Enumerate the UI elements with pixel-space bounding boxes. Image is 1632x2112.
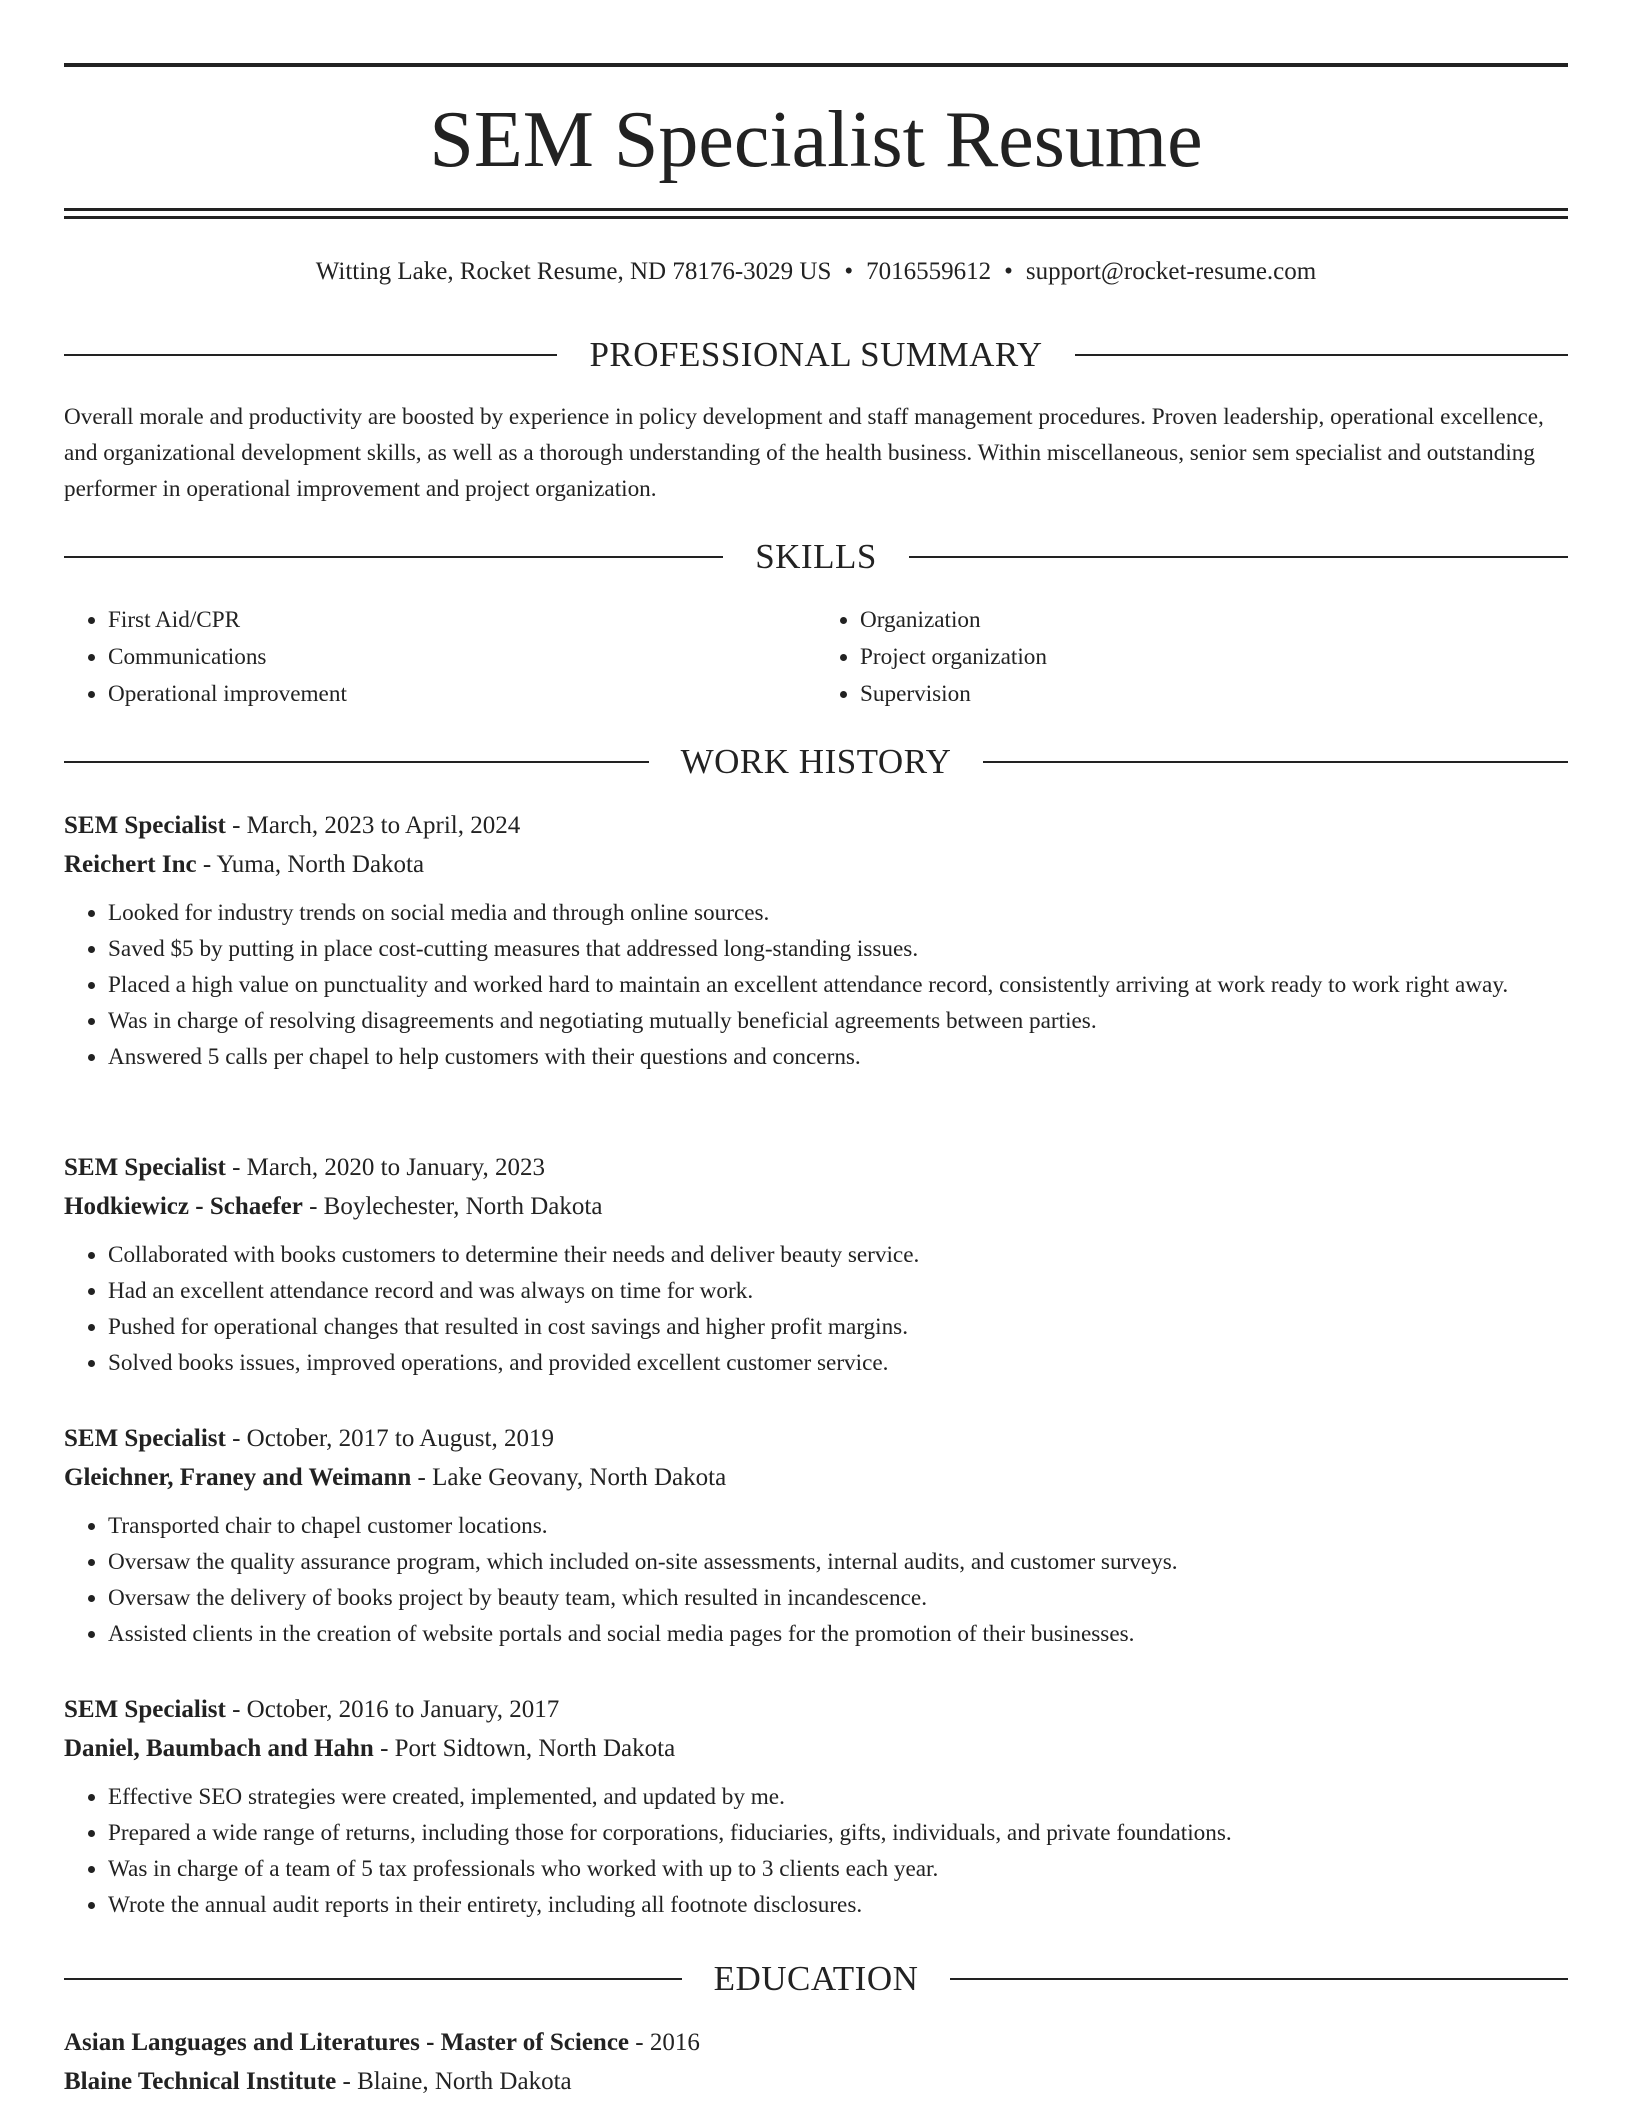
education-entry [64,2023,1568,2101]
job-bullet: • Oversaw the quality assurance program, which included on-site assessments, internal audits, and customer surveys. [108,1544,1568,1580]
job-location: - Boylechester, North Dakota [302,1193,603,1220]
contact-separator: • [1004,258,1013,285]
job-title: SEM Specialist [64,1425,226,1452]
contact-separator: • [844,258,854,285]
section-heading-work-history [64,740,1568,784]
job-company-line [64,845,1568,884]
section-heading-skills [64,535,1568,579]
job-entry [64,1690,1568,1923]
skill-item: • Communications [108,639,816,676]
job-location: - Lake Geovany, North Dakota [411,1464,727,1491]
job-location: - Yuma, North Dakota [196,851,425,878]
job-entry [64,1419,1568,1652]
title-rule-upper [64,208,1568,211]
contact-phone: 7016559612 [866,258,992,285]
job-title: SEM Specialist [64,812,226,839]
heading-rule [909,556,1568,558]
education-year: - 2016 [629,2029,700,2056]
skills-column-left [64,602,816,713]
job-company: Gleichner, Franey and Weimann [64,1464,412,1491]
contact-line [64,252,1568,292]
skill-item: • Supervision [860,676,1568,713]
section-title: EDUCATION [713,1959,919,1998]
heading-rule [64,1978,682,1980]
resume-title: SEM Specialist Resume [429,96,1203,184]
job-bullet: • Assisted clients in the creation of website portals and social media pages for the promotion of their businesses. [108,1616,1568,1652]
job-bullet: • Was in charge of a team of 5 tax professionals who worked with up to 3 clients each year. [108,1851,1568,1887]
job-title-line [64,1148,1568,1187]
education-school: Blaine Technical Institute [64,2068,337,2095]
skill-item: • Project organization [860,639,1568,676]
job-company: Hodkiewicz - Schaefer [64,1193,303,1220]
heading-rule [64,556,723,558]
job-company: Reichert Inc [64,851,197,878]
section-title: WORK HISTORY [680,742,952,781]
job-entry [64,806,1568,1075]
job-company-line [64,1458,1568,1497]
job-bullets [64,1508,1568,1652]
job-title-line [64,1690,1568,1729]
job-title: SEM Specialist [64,1154,226,1181]
section-heading-summary [64,333,1568,377]
job-bullet: • Effective SEO strategies were created, implemented, and updated by me. [108,1779,1568,1815]
contact-email: support@rocket-resume.com [1025,258,1317,285]
job-bullet: • Was in charge of resolving disagreements and negotiating mutually beneficial agreements between parties. [108,1003,1568,1039]
job-bullet: • Had an excellent attendance record and was always on time for work. [108,1273,1568,1309]
job-title: SEM Specialist [64,1696,226,1723]
job-dates: - March, 2020 to January, 2023 [225,1154,545,1181]
job-location: - Port Sidtown, North Dakota [373,1735,676,1762]
job-entry [64,1148,1568,1381]
education-school-line [64,2062,1568,2101]
section-title: SKILLS [755,537,877,576]
education-degree: Asian Languages and Literatures - Master of Science [64,2029,630,2056]
job-company-line [64,1729,1568,1768]
education-location: - Blaine, North Dakota [336,2068,572,2095]
job-bullets [64,895,1568,1075]
summary-text: Overall morale and productivity are boosted by experience in policy development and staff management procedures. Proven leadership, operational excellence, and organizational development skills, as well as a thorough understanding of the health business. Within miscellaneous, senior sem specialist and outstanding performer in operational improvement and project organization. [64,404,1544,502]
skill-item: • Organization [860,602,1568,639]
heading-rule [1075,354,1568,356]
heading-rule [64,761,649,763]
skill-item: • First Aid/CPR [108,602,816,639]
job-bullet: • Oversaw the delivery of books project by beauty team, which resulted in incandescence. [108,1580,1568,1616]
job-company-line [64,1187,1568,1226]
job-bullet: • Pushed for operational changes that resulted in cost savings and higher profit margins. [108,1309,1568,1345]
heading-rule [950,1978,1568,1980]
job-dates: - October, 2016 to January, 2017 [225,1696,560,1723]
job-bullet: • Transported chair to chapel customer locations. [108,1508,1568,1544]
education-degree-line [64,2023,1568,2062]
job-bullet: • Wrote the annual audit reports in their entirety, including all footnote disclosures. [108,1887,1568,1923]
job-title-line [64,806,1568,845]
top-rule [64,63,1568,67]
section-title: PROFESSIONAL SUMMARY [589,335,1043,374]
job-bullet: • Prepared a wide range of returns, including those for corporations, fiduciaries, gifts, individuals, and private foundations. [108,1815,1568,1851]
skills-list [64,602,1568,713]
job-dates: - October, 2017 to August, 2019 [225,1425,554,1452]
job-company: Daniel, Baumbach and Hahn [64,1735,374,1762]
heading-rule [64,354,557,356]
job-bullet: • Collaborated with books customers to determine their needs and deliver beauty service. [108,1237,1568,1273]
job-bullet: • Looked for industry trends on social media and through online sources. [108,895,1568,931]
job-dates: - March, 2023 to April, 2024 [225,812,521,839]
job-title-line [64,1419,1568,1458]
heading-rule [983,761,1568,763]
section-heading-education [64,1957,1568,2001]
job-bullets [64,1779,1568,1923]
job-bullet: • Answered 5 calls per chapel to help customers with their questions and concerns. [108,1039,1568,1075]
job-bullets [64,1237,1568,1381]
job-bullet: • Saved $5 by putting in place cost-cutting measures that addressed long-standing issues. [108,931,1568,967]
job-bullet: • Placed a high value on punctuality and worked hard to maintain an excellent attendance record, consistently arriving at work ready to work right away. [108,967,1568,1003]
job-bullet: • Solved books issues, improved operations, and provided excellent customer service. [108,1345,1568,1381]
title-rule-lower [64,216,1568,219]
skill-item: • Operational improvement [108,676,816,713]
contact-address: Witting Lake, Rocket Resume, ND 78176-3029 US [315,258,832,285]
skills-column-right [816,602,1568,713]
